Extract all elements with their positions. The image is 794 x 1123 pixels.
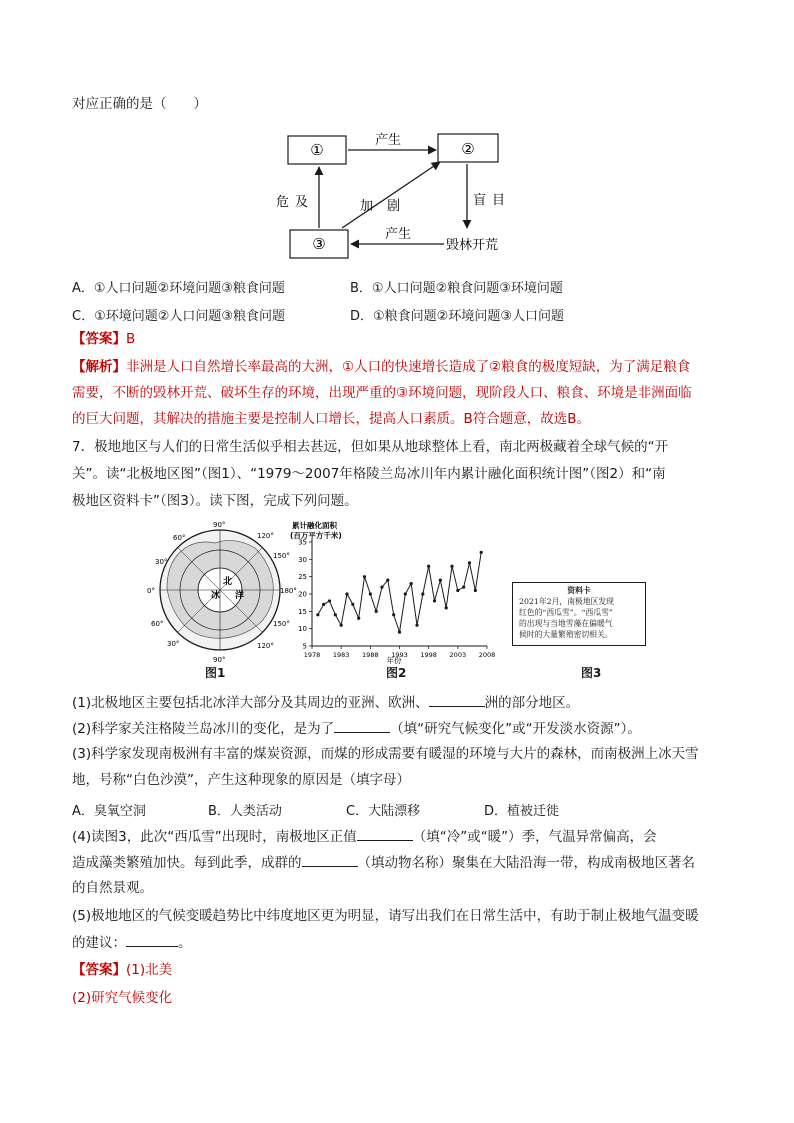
q6-answer-line (72, 329, 135, 349)
fig1-label-5: 180° (280, 587, 297, 595)
data-point (334, 613, 337, 616)
arrow-diag-label: 加剧 (360, 199, 415, 214)
q7-p4-blank-2[interactable] (302, 852, 358, 867)
q7-p3-option-a: A．臭氧空洞 (72, 804, 146, 819)
q6-analysis-text-1: 非洲是人口自然增长率最高的大洲，①人口的快速增长造成了②粮食的极度短缺，为了满足粮食 (126, 359, 691, 375)
q6-stem: 对应正确的是（ ） (72, 96, 207, 112)
y-tick-label: 15 (298, 607, 307, 616)
q7-answer-tag: 【答案】 (72, 962, 126, 978)
y-tick-label: 25 (298, 573, 307, 582)
q7-answer-2: (2)研究气候变化 (72, 990, 173, 1006)
data-point (415, 624, 418, 627)
y-tick-label: 5 (302, 642, 307, 651)
data-point (468, 561, 471, 564)
fig2-xlabel: 年份 (386, 656, 402, 665)
q7-p2 (72, 718, 641, 739)
data-point (386, 579, 389, 582)
q7-p3-option-b: B．人类活动 (208, 804, 282, 819)
fig3-line-2: 红色的“西瓜雪”。“西瓜雪” (519, 608, 613, 617)
fig1-arctic-map (145, 518, 295, 668)
q6-option-c: C．①环境问题②人口问题③粮食问题 (72, 309, 286, 324)
fig1-label-1: 60° (173, 534, 186, 542)
q7-p2-text-a: (2)科学家关注格陵兰岛冰川的变化，是为了 (72, 721, 335, 737)
q7-p4-1 (72, 826, 657, 847)
data-point (380, 585, 383, 588)
arrow-bottom-label: 产生 (384, 227, 412, 242)
q7-p3-2: 地，号称“白色沙漠”，产生这种现象的原因是（填字母） (72, 772, 410, 788)
fig1-label-12: 北 (223, 577, 233, 587)
data-point (410, 582, 413, 585)
data-point (445, 606, 448, 609)
q7-p4-2 (72, 852, 695, 873)
q7-p3-option-d: D．植被迁徙 (484, 804, 560, 819)
q7-p4-text-c: 造成藻类繁殖加快。每到此季，成群的 (72, 855, 302, 871)
arrow-right-label: 盲目 (473, 193, 512, 208)
x-tick-label: 1993 (391, 651, 408, 659)
x-tick-label: 1998 (420, 651, 437, 659)
x-tick-label: 1978 (303, 651, 321, 659)
y-tick-label: 30 (298, 555, 307, 564)
q6-analysis-2: 需要，不断的毁林开荒、破坏生存的环境，出现严重的③环境问题，现阶段人口、粮食、环境是非洲面临 (72, 385, 692, 401)
q7-p5-blank[interactable] (126, 932, 178, 947)
q6-option-a: A．①人口问题②环境问题③粮食问题 (72, 281, 285, 296)
fig1-label-6: 150° (273, 620, 290, 628)
q7-p5-text-b: 。 (178, 935, 192, 951)
q6-analysis-3: 的巨大问题，其解决的措施主要是控制人口增长，提高人口素质。B符合题意，故选B。 (72, 411, 591, 427)
box-3-label: ③ (312, 235, 326, 253)
y-tick-label: 20 (298, 590, 307, 599)
fig1-label-9: 30° (167, 640, 180, 648)
source-label: 毁林开荒 (446, 238, 499, 253)
data-point (456, 589, 459, 592)
fig1-label-3: 120° (257, 532, 274, 540)
q7-p1-text-a: (1)北极地区主要包括北冰洋大部分及其周边的亚洲、欧洲、 (72, 695, 429, 711)
q6-option-d: D．①粮食问题②环境问题③人口问题 (350, 309, 564, 324)
q7-p2-blank[interactable] (334, 718, 390, 733)
q7-p3-1: (3)科学家发现南极洲有丰富的煤炭资源，而煤的形成需要有暖湿的环境与大片的森林，而南极洲上冰天雪 (72, 746, 699, 762)
data-point (404, 592, 407, 595)
q7-answer-1 (72, 960, 172, 980)
data-point (462, 585, 465, 588)
q6-option-b: B．①人口问题②粮食问题③环境问题 (350, 281, 563, 296)
data-point (480, 551, 483, 554)
fig1-label-8: 90° (213, 656, 226, 664)
data-point (351, 603, 354, 606)
series-line (318, 552, 481, 632)
q7-p1-text-b: 洲的部分地区。 (484, 695, 580, 711)
arrow-top-label: 产生 (374, 133, 402, 148)
data-point (474, 589, 477, 592)
x-tick-label: 2003 (449, 651, 467, 659)
data-point (392, 613, 395, 616)
q7-p1 (72, 692, 579, 713)
x-tick-label: 2008 (478, 651, 496, 659)
q7-p1-blank[interactable] (429, 692, 485, 707)
q7-p5-1: (5)极地地区的气候变暖趋势比中纬度地区更为明显，请写出我们在日常生活中，有助于制止极地气温变暖 (72, 908, 699, 924)
q7-stem-1: 7．极地地区与人们的日常生活似乎相去甚远，但如果从地球整体上看，南北两极藏着全球气候的“开 (72, 439, 669, 455)
q7-stem-3: 极地区资料卡”（图3）。读下图，完成下列问题。 (72, 493, 358, 509)
fig2-caption: 图2 (386, 666, 407, 680)
q7-p4-blank-1[interactable] (357, 826, 413, 841)
fig3-line-1: 2021年2月，南极地区发现 (519, 597, 614, 606)
y-tick-label: 10 (298, 625, 307, 634)
data-point (345, 592, 348, 595)
flow-diagram (275, 124, 520, 262)
q6-analysis-1 (72, 357, 690, 377)
data-point (357, 617, 360, 620)
fig3-title: 资料卡 (567, 586, 591, 595)
fig1-label-2: 30° (155, 558, 168, 566)
data-point (316, 613, 319, 616)
q7-p4-text-a: (4)读图3，此次“西瓜雪”出现时，南极地区正值 (72, 829, 357, 845)
fig1-label-4: 150° (273, 552, 290, 560)
data-point (427, 565, 430, 568)
fig3-caption: 图3 (581, 666, 602, 680)
data-point (375, 610, 378, 613)
fig3-line-4: 候时的大量繁殖密切相关。 (519, 630, 613, 639)
q7-answer-1-text: (1)北美 (126, 962, 173, 978)
q7-p4-text-b: （填“冷”或“暖”）季，气温异常偏高，会 (412, 829, 657, 845)
box-2-label: ② (461, 140, 475, 158)
data-point (439, 579, 442, 582)
data-point (433, 599, 436, 602)
q7-p4-text-d: （填动物名称）聚集在大陆沿海一带，构成南极地区著名 (357, 855, 695, 871)
fig3-info-card (512, 582, 646, 646)
data-point (363, 575, 366, 578)
fig2-melt-chart (282, 518, 497, 668)
data-point (340, 624, 343, 627)
q6-answer: B (126, 331, 136, 347)
data-point (322, 603, 325, 606)
fig1-label-11: 0° (147, 587, 155, 595)
x-tick-label: 1983 (332, 651, 350, 659)
q7-p5-2 (72, 932, 192, 953)
q6-answer-tag: 【答案】 (72, 331, 126, 347)
data-point (398, 631, 401, 634)
arrow-3-to-2 (342, 162, 440, 228)
data-point (369, 592, 372, 595)
q7-p5-text-a: 的建议： (72, 935, 126, 951)
arrow-left-label: 危及 (275, 195, 314, 210)
fig1-label-0: 90° (213, 521, 226, 529)
fig2-title-2: (百万平方千米) (290, 531, 342, 540)
q7-stem-2: 关”。读“北极地区图”（图1）、“1979～2007年格陵兰岛冰川年内累计融化面积统计图”（图2）和“南 (72, 466, 666, 482)
data-point (450, 565, 453, 568)
fig1-label-14: 洋 (235, 591, 245, 601)
fig3-line-3: 的出现与当地雪藻在偏暖气 (519, 619, 613, 628)
y-tick-label: 35 (298, 538, 307, 547)
q6-analysis-tag: 【解析】 (72, 359, 126, 375)
fig1-label-13: 冰 (211, 591, 221, 601)
fig1-label-10: 60° (151, 620, 164, 628)
fig2-title-1: 累计融化面积 (292, 521, 337, 530)
x-tick-label: 1988 (362, 651, 379, 659)
q7-p4-3: 的自然景观。 (72, 880, 153, 896)
q7-p3-option-c: C．大陆漂移 (346, 804, 421, 819)
fig1-label-7: 120° (257, 642, 274, 650)
box-1-label: ① (310, 141, 324, 159)
fig1-caption: 图1 (205, 666, 226, 680)
q7-p2-text-b: （填“研究气候变化”或“开发淡水资源”）。 (390, 721, 641, 737)
data-point (328, 599, 331, 602)
data-point (421, 592, 424, 595)
